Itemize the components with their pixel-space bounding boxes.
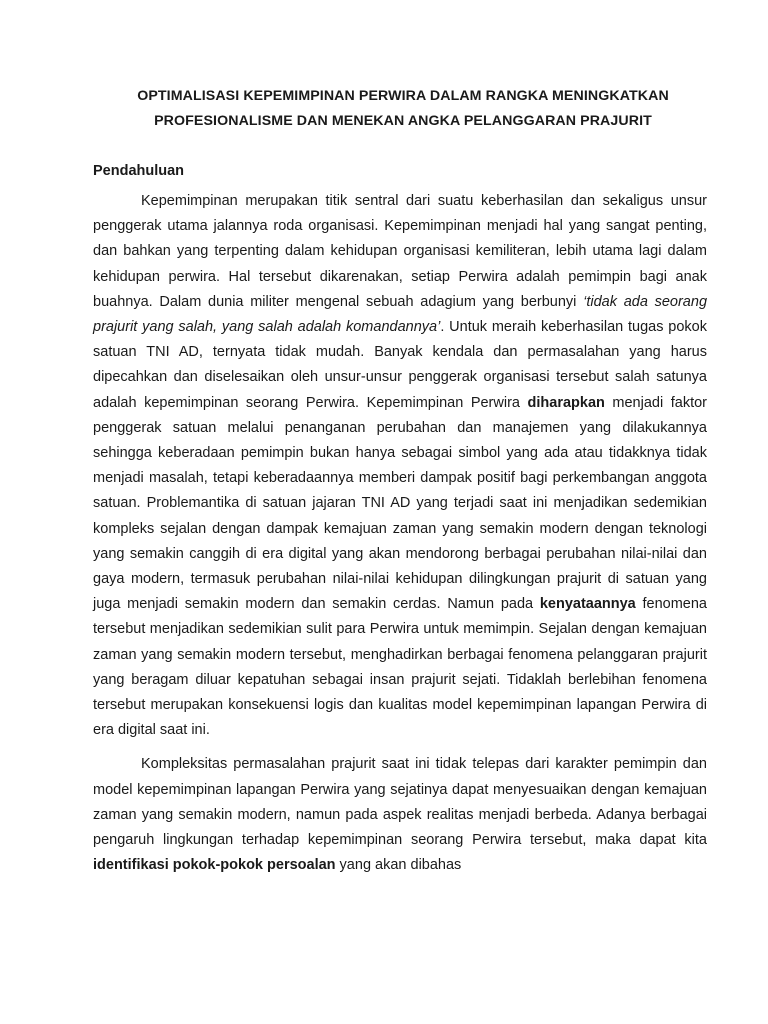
paragraph-1-text-b: . Untuk meraih keberhasilan tugas pokok satuan TNI AD, ternyata tidak mudah. Banyak kendala dan permasalahan yang harus dipecahkan dan diselesaikan oleh unsur-unsur penggerak organisasi tersebut salah satunya adalah kepemimpinan seorang Perwira. Kepemimpinan Perwira xyxy=(93,319,707,411)
paragraph-1-text-a: Kepemimpinan merupakan titik sentral dari suatu keberhasilan dan sekaligus unsur penggerak utama jalannya roda organisasi. Kepemimpinan menjadi hal yang sangat penting, dan bahkan yang terpenting dalam kehidupan organisasi kemiliteran, lebih utama lagi dalam kehidupan perwira. Hal tersebut dikarenakan, setiap Perwira adalah pemimpin bagi anak buahnya. Dalam dunia militer mengenal sebuah adagium yang berbunyi xyxy=(93,193,707,310)
paragraph-1-quote: ‘tidak ada seorang prajurit yang salah, yang salah adalah komandannya’ xyxy=(93,293,708,336)
paragraph-2-bold-1: identifikasi pokok-pokok persoalan xyxy=(93,857,336,874)
title-line-1: OPTIMALISASI KEPEMIMPINAN PERWIRA DALAM RANGKA MENINGKATKAN xyxy=(137,88,669,104)
paragraph-2-text-a: Kompleksitas permasalahan prajurit saat ini tidak telepas dari karakter pemimpin dan model kepemimpinan lapangan Perwira yang sejatinya dapat menyesuaikan dengan kemajuan zaman yang semakin modern, namun pada aspek realitas menjadi berbeda. Adanya berbagai pengaruh lingkungan terhadap kepemimpinan seorang Perwira tersebut, maka dapat kita xyxy=(93,756,707,849)
paragraph-1-bold-2: kenyataannya xyxy=(539,596,636,613)
paragraph-2 xyxy=(93,752,707,878)
paragraph-1 xyxy=(93,189,707,743)
section-heading: Pendahuluan xyxy=(93,163,185,179)
document-title xyxy=(93,84,707,134)
title-line-2: PROFESIONALISME DAN MENEKAN ANGKA PELANGGARAN PRAJURIT xyxy=(154,113,652,129)
paragraph-1-text-d: fenomena tersebut menjadikan sedemikian sulit para Perwira untuk memimpin. Sejalan dengan kemajuan zaman yang semakin modern tersebut, menghadirkan berbagai fenomena pelanggaran prajurit yang beragam diluar kepatuhan sebagai insan prajurit sejati. Tidaklah berlebihan fenomena tersebut merupakan konsekuensi logis dan kualitas model kepemimpinan lapangan Perwira di era digital saat ini. xyxy=(93,596,707,739)
paragraph-1-bold-1: diharapkan xyxy=(527,394,605,411)
paragraph-1-text-c: menjadi faktor penggerak satuan melalui penanganan perubahan dan manajemen yang dilakukannya sehingga keberadaan pemimpin bukan hanya sebagai simbol yang ada atau tidakknya tidak menjadi masalah, tetapi keberadaannya memberi dampak positif bagi perkembangan anggota satuan. Problemantika di satuan jajaran TNI AD yang terjadi saat ini menjadikan sedemikian kompleks sejalan dengan dampak kemajuan zaman yang semakin modern dengan teknologi yang semakin canggih di era digital yang akan mendorong berbagai perubahan nilai-nilai dan gaya modern, termasuk perubahan nilai-nilai kehidupan dilingkungan prajurit di satuan yang juga menjadi semakin modern dan semakin cerdas. Namun pada xyxy=(93,394,707,613)
paragraph-2-text-b: yang akan dibahas xyxy=(335,857,462,874)
